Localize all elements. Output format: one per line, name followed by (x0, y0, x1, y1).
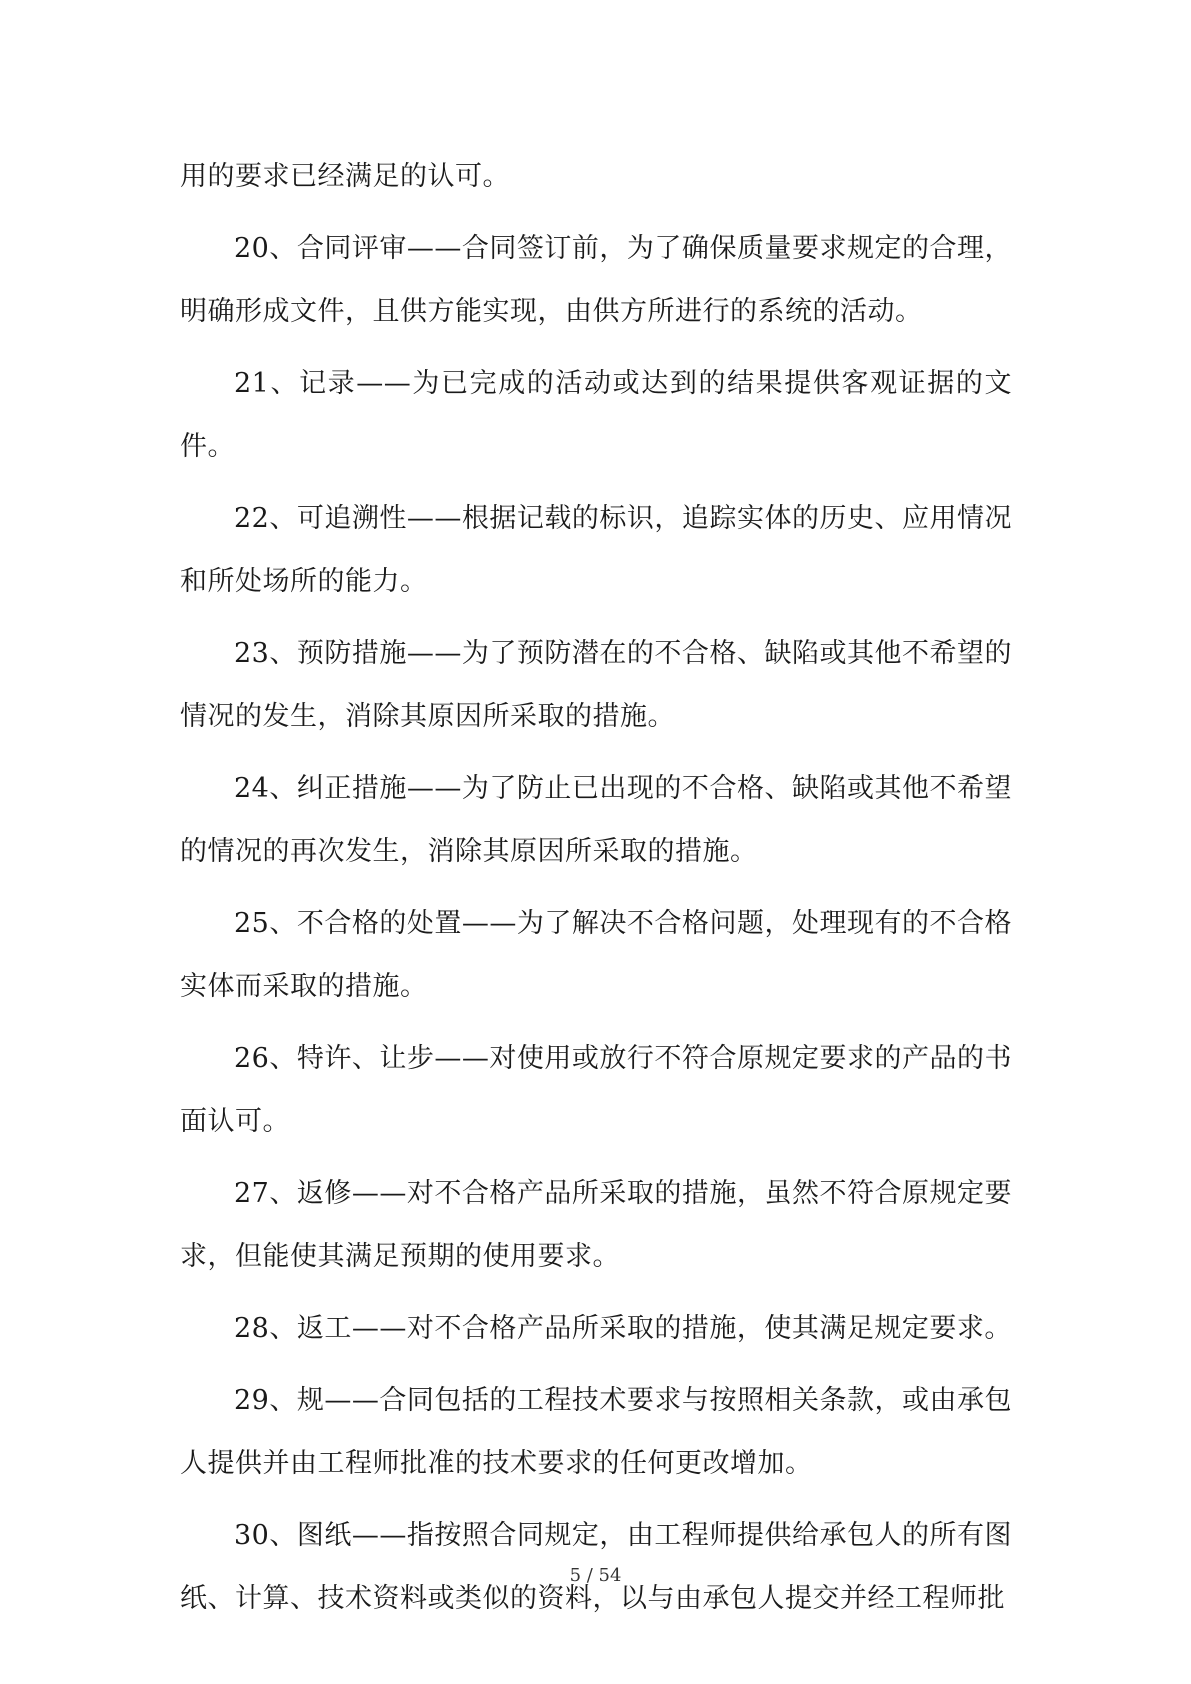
paragraph-item-23: 23、预防措施——为了预防潜在的不合格、缺陷或其他不希望的情况的发生，消除其原因所采取的措施。 (180, 638, 1012, 732)
paragraph-item-26: 26、特许、让步——对使用或放行不符合原规定要求的产品的书面认可。 (180, 1043, 1012, 1137)
paragraph-item-30: 30、图纸——指按照合同规定，由工程师提供给承包人的所有图纸、计算、技术资料或类似的资料，以与由承包人提交并经工程师批 (180, 1520, 1012, 1614)
paragraph-item-21: 21、记录——为已完成的活动或达到的结果提供客观证据的文件。 (180, 368, 1012, 462)
paragraph-item-27: 27、返修——对不合格产品所采取的措施，虽然不符合原规定要求，但能使其满足预期的使用要求。 (180, 1178, 1012, 1272)
paragraph-item-28: 28、返工——对不合格产品所采取的措施，使其满足规定要求。 (234, 1313, 1012, 1344)
page-number: 5 / 54 (569, 1565, 622, 1586)
paragraph-item-22: 22、可追溯性——根据记载的标识，追踪实体的历史、应用情况和所处场所的能力。 (180, 503, 1012, 597)
paragraph-continuation: 用的要求已经满足的认可。 (180, 161, 510, 192)
paragraph-item-29: 29、规——合同包括的工程技术要求与按照相关条款，或由承包人提供并由工程师批准的技术要求的任何更改增加。 (180, 1385, 1012, 1479)
paragraph-item-24: 24、纠正措施——为了防止已出现的不合格、缺陷或其他不希望的情况的再次发生，消除其原因所采取的措施。 (180, 773, 1012, 867)
document-body (180, 145, 1012, 1639)
paragraph-item-20: 20、合同评审——合同签订前，为了确保质量要求规定的合理，明确形成文件，且供方能实现，由供方所进行的系统的活动。 (180, 233, 1012, 327)
paragraph-item-25: 25、不合格的处置——为了解决不合格问题，处理现有的不合格实体而采取的措施。 (180, 908, 1012, 1002)
